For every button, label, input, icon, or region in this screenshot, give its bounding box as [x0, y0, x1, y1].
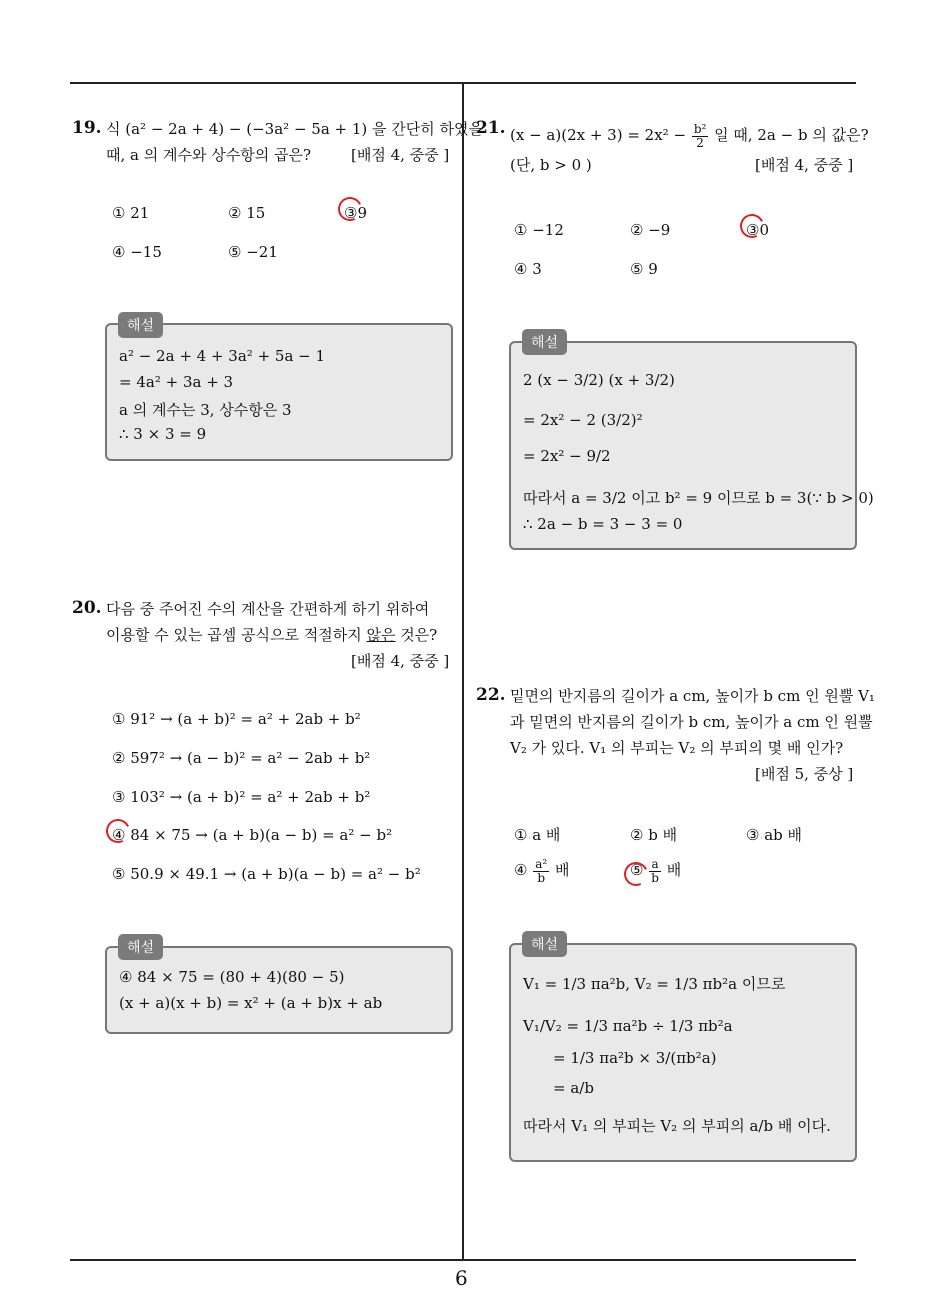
- question-line: 식 (a² − 2a + 4) − (−3a² − 5a + 1) 을 간단히 하였을: [106, 120, 484, 138]
- solution-tag: 해설: [118, 312, 163, 338]
- question-line: 다음 중 주어진 수의 계산을 간편하게 하기 위하여: [106, 600, 430, 618]
- underlined-word: 않은: [366, 626, 396, 644]
- option-3[interactable]: [344, 204, 367, 222]
- solution-line: a 의 계수는 3, 상수항은 3: [119, 401, 292, 419]
- answer-circle-mark: [621, 859, 652, 890]
- option-4[interactable]: [112, 826, 392, 844]
- question-text-part: 때, a 의 계수와 상수항의 곱은?: [106, 146, 311, 164]
- page-number: 6: [455, 1266, 468, 1290]
- option-2[interactable]: ② −9: [630, 221, 671, 239]
- solution-box: [105, 323, 453, 461]
- question-text: [106, 116, 483, 168]
- solution-tag: 해설: [522, 329, 567, 355]
- score-label: [배점 4, 중중 ]: [755, 156, 854, 174]
- answer-circle-mark: [103, 816, 134, 847]
- solution-line: ∴ 3 × 3 = 9: [119, 425, 207, 443]
- solution-line: = 4a² + 3a + 3: [119, 373, 234, 391]
- score-label: [배점 5, 중상 ]: [755, 765, 854, 783]
- option-2[interactable]: ② 597² → (a − b)² = a² − 2ab + b²: [112, 749, 371, 767]
- option-1[interactable]: ① −12: [514, 221, 564, 239]
- solution-line: 2 (x − 3/2) (x + 3/2): [523, 371, 675, 389]
- option-5[interactable]: ⑤ −21: [228, 243, 278, 261]
- solution-tag: 해설: [118, 934, 163, 960]
- question-number: 22.: [476, 685, 506, 705]
- column-divider: [462, 83, 464, 1260]
- option-3[interactable]: ③ 103² → (a + b)² = a² + 2ab + b²: [112, 788, 371, 806]
- option-value: 9: [357, 204, 367, 222]
- bottom-rule: [70, 1259, 856, 1261]
- score-label: [배점 4, 중중 ]: [351, 652, 450, 670]
- solution-line: = 1/3 πa²b × 3/(πb²a): [553, 1049, 717, 1067]
- fraction: $\frac{a}{b}$: [651, 856, 659, 885]
- solution-line: V₁ = 1/3 πa²b, V₂ = 1/3 πb²a 이므로: [523, 975, 786, 993]
- solution-line: ④ 84 × 75 = (80 + 4)(80 − 5): [119, 968, 345, 986]
- fraction: $\frac{\text{a²}}{b}$: [535, 856, 548, 885]
- option-4[interactable]: ④ −15: [112, 243, 162, 261]
- solution-line: = a/b: [553, 1079, 594, 1097]
- option-4[interactable]: ④ 3: [514, 260, 542, 278]
- solution-line: a² − 2a + 4 + 3a² + 5a − 1: [119, 347, 326, 365]
- option-value: 0: [759, 221, 769, 239]
- question-text: [510, 118, 869, 178]
- option-3[interactable]: ③ ab 배: [746, 826, 803, 844]
- solution-line: (x + a)(x + b) = x² + (a + b)x + ab: [119, 994, 383, 1012]
- question-text: [510, 683, 875, 787]
- option-marker: ⑤: [630, 861, 643, 879]
- option-marker: ③: [746, 221, 759, 239]
- option-1[interactable]: ① a 배: [514, 826, 561, 844]
- option-3[interactable]: [746, 221, 769, 239]
- solution-line: 따라서 V₁ 의 부피는 V₂ 의 부피의 a/b 배 이다.: [523, 1117, 831, 1135]
- option-1[interactable]: ① 91² → (a + b)² = a² + 2ab + b²: [112, 710, 361, 728]
- question-line: (단, b > 0 ) [배점 4, 중중 ]: [510, 152, 869, 178]
- question-number: 21.: [476, 118, 506, 138]
- option-1[interactable]: ① 21: [112, 204, 150, 222]
- solution-line: ∴ 2a − b = 3 − 3 = 0: [523, 515, 683, 533]
- question-number: 19.: [72, 118, 102, 138]
- solution-line: V₁/V₂ = 1/3 πa²b ÷ 1/3 πb²a: [523, 1017, 733, 1035]
- option-5[interactable]: ⑤ $\frac{a}{b}$ 배: [630, 854, 681, 886]
- solution-line: = 2x² − 2 (3/2)²: [523, 411, 643, 429]
- question-line: [106, 142, 483, 168]
- question-line: 밑면의 반지름의 길이가 a cm, 높이가 b cm 인 원뿔 V₁: [510, 687, 875, 705]
- option-value: 84 × 75 → (a + b)(a − b) = a² − b²: [130, 826, 393, 844]
- solution-line: = 2x² − 9/2: [523, 447, 611, 465]
- question-line: V₂ 가 있다. V₁ 의 부피는 V₂ 의 부피의 몇 배 인가?: [510, 739, 844, 757]
- question-line: 과 밑면의 반지름의 길이가 b cm, 높이가 a cm 인 원뿔: [510, 713, 873, 731]
- option-marker: ④: [112, 826, 125, 844]
- solution-box: [509, 943, 857, 1162]
- score-label: [배점 4, 중중 ]: [351, 146, 450, 164]
- question-line: (x − a)(2x + 3) = 2x² − $\frac{\text{b²}}{2}$ 일 때, 2a − b 의 값은?: [510, 121, 869, 150]
- option-2[interactable]: ② b 배: [630, 826, 678, 844]
- option-2[interactable]: ② 15: [228, 204, 266, 222]
- option-4[interactable]: ④ $\frac{\text{a²}}{b}$ 배: [514, 856, 570, 885]
- question-text: [106, 596, 449, 674]
- solution-tag: 해설: [522, 931, 567, 957]
- question-number: 20.: [72, 598, 102, 618]
- fraction: $\frac{\text{b²}}{2}$: [693, 121, 707, 150]
- solution-line: 따라서 a = 3/2 이고 b² = 9 이므로 b = 3(∵ b > 0): [523, 489, 874, 507]
- option-marker: ③: [344, 204, 357, 222]
- option-5[interactable]: ⑤ 9: [630, 260, 658, 278]
- option-5[interactable]: ⑤ 50.9 × 49.1 → (a + b)(a − b) = a² − b²: [112, 865, 421, 883]
- question-line: 이용할 수 있는 곱셈 공식으로 적절하지 않은 것은?: [106, 626, 438, 644]
- solution-box: [509, 341, 874, 550]
